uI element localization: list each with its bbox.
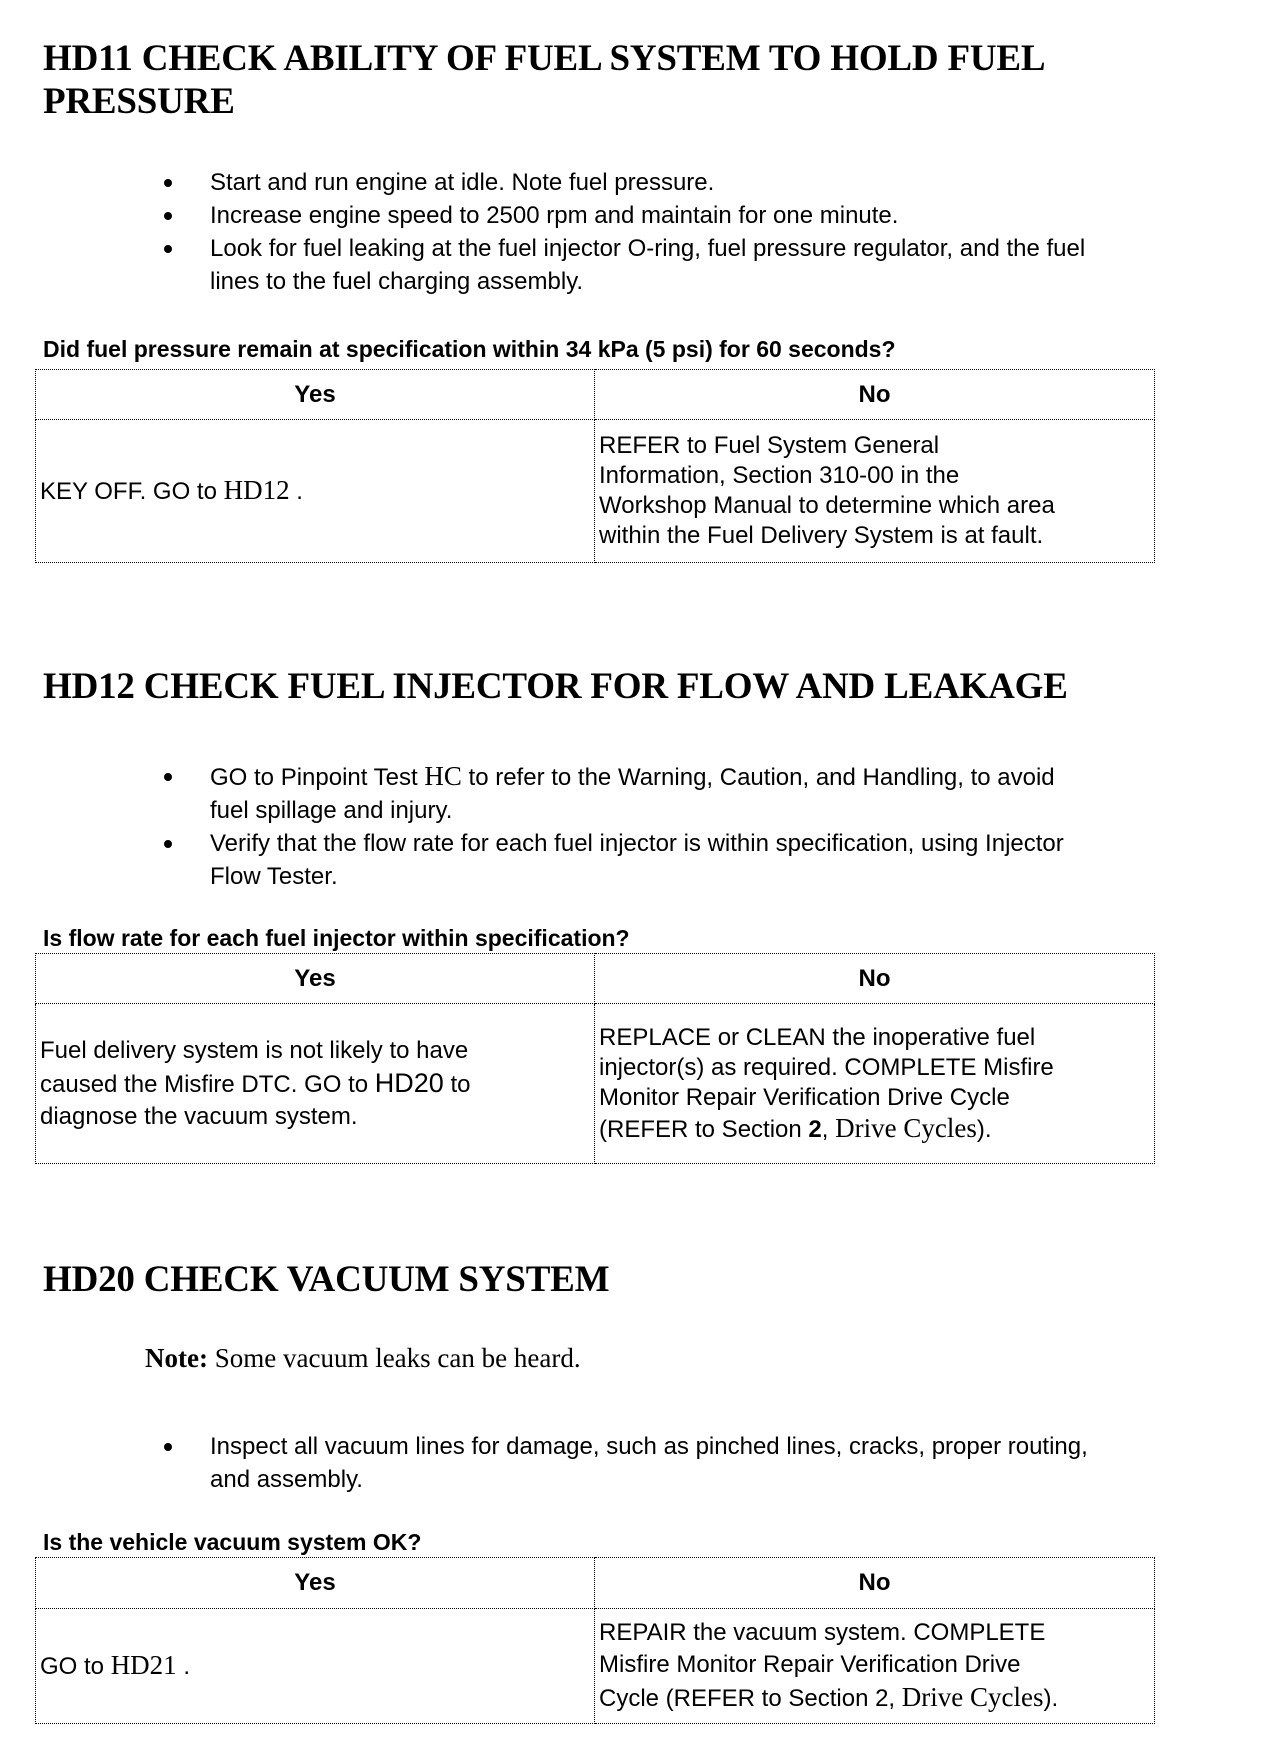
no-text: ). xyxy=(1043,1685,1059,1712)
yes-text: Fuel delivery system is not likely to have xyxy=(40,1036,469,1064)
no-text: REPLACE or CLEAN the inoperative fuel xyxy=(599,1023,1036,1051)
bullet-item xyxy=(160,166,1240,199)
yes-text: GO to xyxy=(40,1653,111,1680)
bullet-item xyxy=(160,760,1240,827)
note-label: Note: xyxy=(145,1343,208,1373)
bullet-text: lines to the fuel charging assembly. xyxy=(210,268,584,295)
bullet-text: Look for fuel leaking at the fuel injector O-ring, fuel pressure regulator, and the fuel xyxy=(210,235,1086,262)
heading-line: HD11 CHECK ABILITY OF FUEL SYSTEM TO HOLD FUEL xyxy=(43,38,1046,79)
bullet-icon xyxy=(164,773,172,781)
no-text: Misfire Monitor Repair Verification Drive xyxy=(599,1651,1021,1678)
no-text: Monitor Repair Verification Drive Cycle xyxy=(599,1083,1010,1111)
section-heading-hd12: HD12 CHECK FUEL INJECTOR FOR FLOW AND LEAKAGE xyxy=(43,666,1068,707)
no-cell xyxy=(595,1609,1155,1724)
section-number: 2 xyxy=(808,1115,822,1143)
yes-text: to xyxy=(443,1070,471,1098)
table-row xyxy=(36,420,1155,563)
bullet-item xyxy=(160,232,1240,298)
bullet-icon xyxy=(164,1443,172,1451)
yes-header: Yes xyxy=(36,954,595,1004)
bullet-list-hd12 xyxy=(160,760,1240,893)
result-table-hd20 xyxy=(35,1557,1155,1724)
link-hc[interactable]: HC xyxy=(424,761,462,791)
result-table-hd12 xyxy=(35,953,1155,1164)
table-row xyxy=(36,1004,1155,1164)
no-cell xyxy=(595,420,1155,563)
bullet-item xyxy=(160,1430,1240,1496)
bullet-text: Inspect all vacuum lines for damage, such as pinched lines, cracks, proper routing, xyxy=(210,1433,1088,1460)
bullet-icon xyxy=(164,245,172,253)
section-heading-hd11 xyxy=(43,37,1243,123)
bullet-icon xyxy=(164,179,172,187)
link-hd12[interactable]: HD12 xyxy=(223,475,290,505)
no-text: injector(s) as required. COMPLETE Misfire xyxy=(599,1053,1054,1081)
bullet-text: Increase engine speed to 2500 rpm and maintain for one minute. xyxy=(210,202,899,229)
bullet-text: Flow Tester. xyxy=(210,863,338,890)
no-text: ). xyxy=(976,1115,992,1143)
bullet-text: and assembly. xyxy=(210,1466,363,1493)
table-header-row xyxy=(36,954,1155,1004)
bullet-text: Start and run engine at idle. Note fuel pressure. xyxy=(210,169,715,196)
no-text: Cycle (REFER to Section 2, xyxy=(599,1685,902,1712)
yes-cell xyxy=(36,1004,595,1164)
section-heading-hd20: HD20 CHECK VACUUM SYSTEM xyxy=(43,1259,610,1300)
table-header-row xyxy=(36,1558,1155,1609)
yes-cell xyxy=(36,420,595,563)
question-hd20: Is the vehicle vacuum system OK? xyxy=(43,1529,422,1555)
result-table-hd11 xyxy=(35,369,1155,563)
question-hd12: Is flow rate for each fuel injector within specification? xyxy=(43,925,630,951)
yes-header: Yes xyxy=(36,1558,595,1609)
bullet-item xyxy=(160,199,1240,232)
link-hd21[interactable]: HD21 xyxy=(110,1650,177,1680)
yes-text: . xyxy=(176,1653,191,1680)
yes-text: diagnose the vacuum system. xyxy=(40,1102,358,1130)
no-text: , xyxy=(821,1115,836,1143)
bullet-text: Verify that the flow rate for each fuel injector is within specification, using Injector xyxy=(210,830,1064,857)
note-text: Some vacuum leaks can be heard. xyxy=(207,1343,581,1373)
bullet-icon xyxy=(164,840,172,848)
bullet-list-hd20 xyxy=(160,1430,1240,1496)
no-header: No xyxy=(595,1558,1155,1609)
bullet-text: GO to Pinpoint Test xyxy=(210,764,425,791)
link-hd20[interactable]: HD20 xyxy=(374,1067,444,1098)
bullet-text: to refer to the Warning, Caution, and Handling, to avoid xyxy=(461,764,1055,791)
link-drive-cycles[interactable]: Drive Cycles xyxy=(835,1112,977,1143)
no-cell xyxy=(595,1004,1155,1164)
table-header-row xyxy=(36,370,1155,420)
bullet-icon xyxy=(164,212,172,220)
link-drive-cycles[interactable]: Drive Cycles xyxy=(901,1682,1044,1712)
yes-text: . xyxy=(289,478,303,505)
note xyxy=(145,1343,581,1373)
no-header: No xyxy=(595,954,1155,1004)
yes-cell xyxy=(36,1609,595,1724)
yes-text: caused the Misfire DTC. GO to xyxy=(40,1070,375,1098)
table-row xyxy=(36,1609,1155,1724)
no-text: (REFER to Section xyxy=(599,1115,809,1143)
no-text: Workshop Manual to determine which area xyxy=(599,492,1055,519)
bullet-item xyxy=(160,827,1240,893)
yes-text: KEY OFF. GO to xyxy=(40,478,224,505)
bullet-list-hd11 xyxy=(160,166,1240,298)
no-text: REFER to Fuel System General xyxy=(599,432,940,459)
no-header: No xyxy=(595,370,1155,420)
yes-header: Yes xyxy=(36,370,595,420)
no-text: within the Fuel Delivery System is at fault. xyxy=(599,522,1044,549)
question-hd11: Did fuel pressure remain at specification within 34 kPa (5 psi) for 60 seconds? xyxy=(43,336,896,362)
bullet-text: fuel spillage and injury. xyxy=(210,797,453,824)
no-text: Information, Section 310-00 in the xyxy=(599,462,960,489)
heading-line: PRESSURE xyxy=(43,81,235,122)
no-text: REPAIR the vacuum system. COMPLETE xyxy=(599,1619,1046,1646)
